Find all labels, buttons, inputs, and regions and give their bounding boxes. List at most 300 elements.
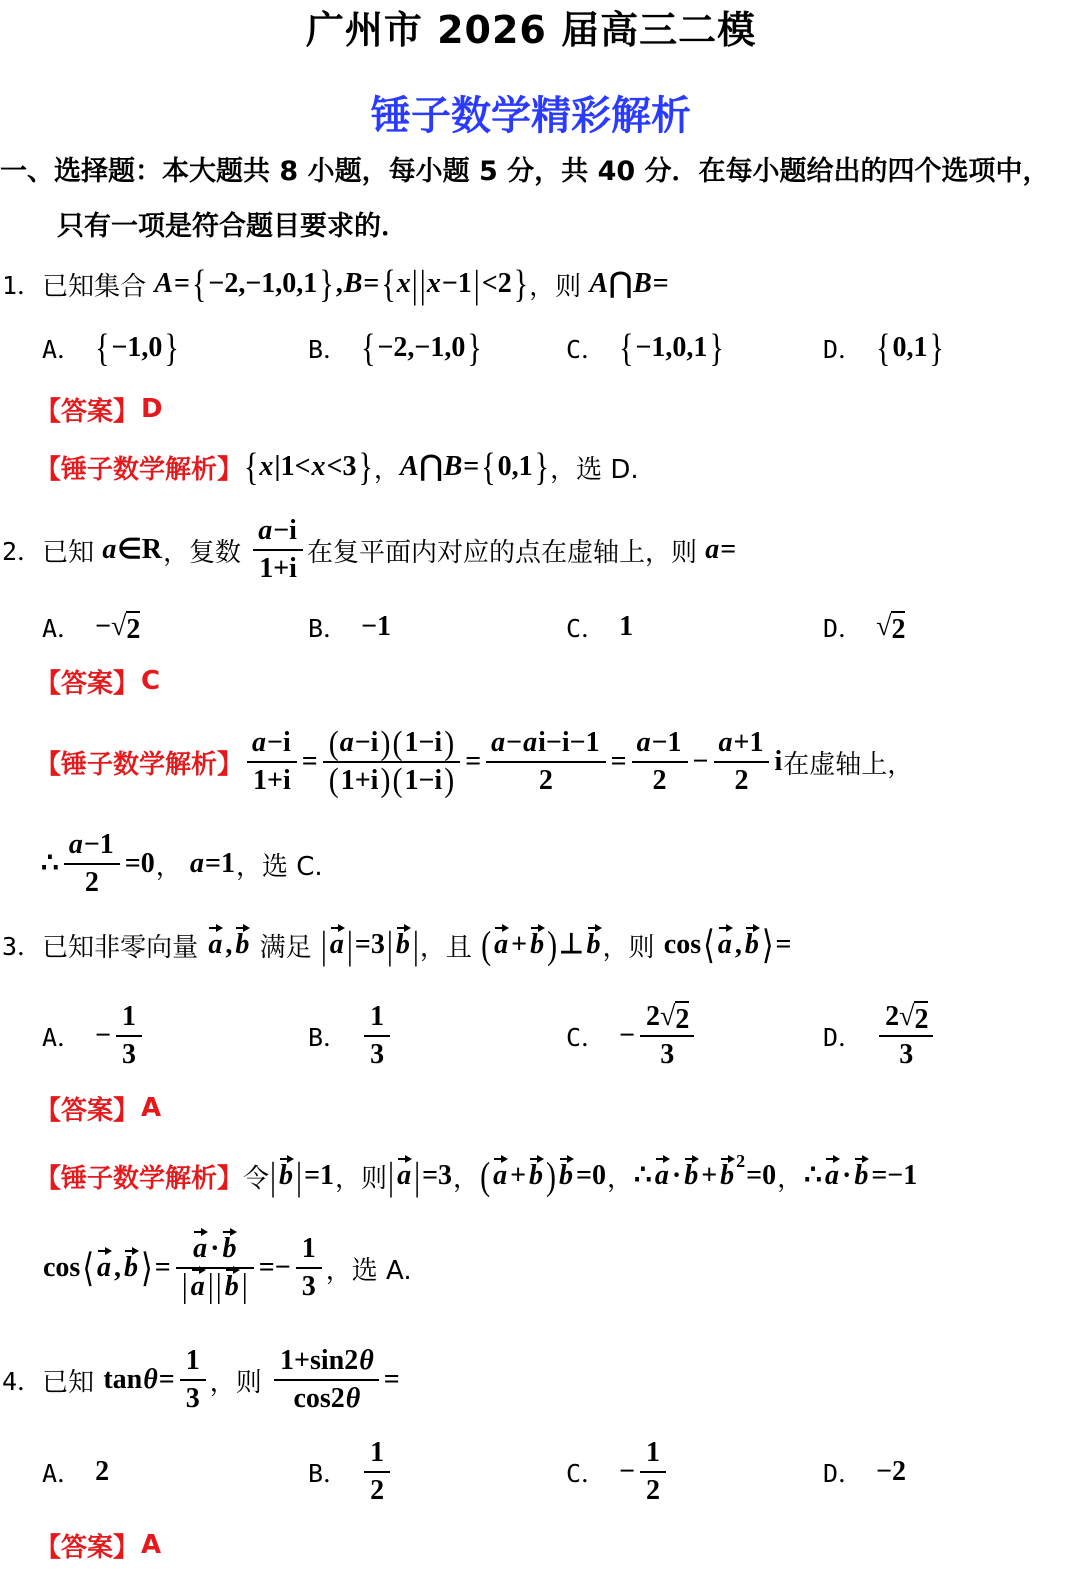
analysis-label: 【锤子数学解析】 [35,454,244,485]
vector-symbol: b [279,1160,294,1192]
vector-symbol: b [744,929,759,961]
math-segment: = [652,268,669,300]
math-segment: 2 [370,1475,385,1506]
question-number: 2． [2,537,43,566]
math-segment: 1 [619,611,634,643]
math-delimiter: } [709,326,724,370]
option-label: C． [566,1023,607,1052]
question-stem-content [2,513,737,586]
radicand: 2 [891,611,905,644]
denominator [116,1037,142,1073]
math-variable: x [259,451,274,483]
answer-value: D [141,394,163,424]
math-delimiter: | [386,923,393,967]
math-segment: 2 [734,765,749,796]
option-d [823,1001,937,1070]
math-segment: =3 [354,929,385,961]
numerator [714,725,770,763]
math-segment: 3 [301,1271,316,1302]
math-variable: θ [345,1383,361,1414]
vector-symbol: a [208,929,223,961]
math-segment: =− [258,1252,291,1284]
question-4-answer [35,1515,161,1575]
math-segment: · [841,1160,852,1192]
text-segment: ， [155,851,191,882]
denominator [640,1037,694,1073]
text-segment: ，选 C. [236,851,323,882]
vector-symbol: a [193,1233,208,1265]
vector-symbol: b [586,929,601,961]
math-delimiter: | [473,262,480,306]
option-content [94,610,140,644]
option-content [360,999,394,1072]
math-delimiter: | [207,1268,214,1306]
numerator [247,725,297,763]
answer-value: A [141,1530,162,1560]
fraction [176,1231,254,1304]
vector-symbol: b [395,929,410,961]
math-delimiter: } [319,262,334,306]
option-content [360,326,483,370]
analysis-content [243,1151,918,1198]
vector-symbol: b [684,1160,699,1192]
math-segment: ∴ [634,1160,652,1192]
analysis-label: 【锤子数学解析】 [35,1163,244,1194]
math-delimiter: ) [444,724,455,762]
math-segment: 3 [185,1383,200,1414]
denominator [323,763,460,799]
math-delimiter: | [320,923,327,967]
question-number: 4． [2,1367,43,1396]
option-label: A． [42,335,83,364]
math-variable: x [396,268,411,300]
numerator [632,725,688,763]
math-segment: −i [273,515,297,547]
math-segment: ∈R [117,534,162,566]
option-label: D． [823,335,864,364]
vector-symbol: b [124,1252,139,1284]
text-segment: 已知 [42,537,103,568]
math-delimiter: ⟩ [141,1246,153,1290]
option-c [566,1437,670,1506]
question-stem-content [2,262,670,306]
question-2-answer [35,651,160,711]
question-3-stem [2,915,793,975]
math-variable: a [718,727,733,759]
vector-symbol: b [222,1233,237,1265]
math-segment: 1+i [259,553,297,584]
math-segment: , [114,1252,122,1284]
math-delimiter: | [346,923,353,967]
math-segment: + [701,1160,718,1192]
math-segment: −1,0 [111,332,163,364]
question-3-answer [35,1078,161,1138]
option-label: B． [308,614,349,643]
math-segment: 1+sin2 [280,1345,359,1377]
question-4-options [0,1437,1080,1506]
section-heading-line-2: 只有一项是符合题目要求的． [57,210,408,242]
denominator [253,551,303,587]
math-variable: a [523,727,538,759]
option-content [618,326,725,370]
math-segment: = [610,746,627,778]
math-segment: ∴ [41,848,59,880]
question-2-stem [2,515,737,584]
denominator [274,1381,379,1417]
math-segment: i−i−1 [538,727,600,759]
math-segment: ⋂ [419,451,443,483]
math-segment: =3 [422,1160,453,1192]
numerator [879,999,933,1037]
numerator [364,999,390,1037]
math-delimiter: } [164,326,179,370]
text-segment: ， [373,454,400,485]
analysis-content [243,725,913,798]
analysis-content [243,445,639,489]
math-segment: , [225,929,233,961]
math-variable: x [426,268,441,300]
math-variable: a [491,727,506,759]
math-segment: = [775,929,792,961]
math-segment: 2 [95,1456,110,1488]
option-d [823,1442,907,1502]
vector-symbol: a [717,929,732,961]
option-label: D． [823,1023,864,1052]
math-delimiter: | [388,1154,395,1198]
vector-symbol: b [529,1160,544,1192]
math-delimiter: | [412,923,419,967]
denominator [632,763,688,799]
math-delimiter: | [411,262,418,306]
math-segment: 3 [122,1039,137,1070]
math-segment: = [465,746,482,778]
fraction [253,513,303,586]
option-c [566,597,634,657]
math-segment: −i [267,727,291,759]
math-segment: = [720,534,737,566]
math-variable: a [252,727,267,759]
superscript: 2 [736,1151,746,1172]
numerator [640,999,694,1037]
math-variable: A [589,268,609,300]
answer-label: 【答案】 [35,1532,140,1563]
math-segment: 1 [301,1233,316,1265]
math-segment: 1 [122,1001,137,1033]
math-segment: |1< [274,451,311,483]
math-segment: 1+i [340,765,379,796]
denominator [180,1381,206,1417]
math-delimiter: ) [380,724,391,762]
text-segment: ，则 [209,1367,271,1398]
math-variable: a [636,727,651,759]
math-segment: −1,0,1 [635,332,708,364]
math-segment: ⋂ [609,268,633,300]
text-segment: ， [607,1163,634,1194]
math-variable: a [102,534,117,566]
question-2-analysis-continued [40,829,323,898]
math-segment: 1 [646,1437,661,1469]
vector-symbol: a [824,1160,839,1192]
math-segment: 0,1 [892,332,928,364]
math-segment: tan [103,1364,143,1396]
fraction [247,725,297,798]
option-a [42,597,140,657]
denominator [64,865,120,901]
fraction [296,1231,322,1304]
math-segment: + [510,1160,527,1192]
denominator [364,1473,390,1509]
numerator [364,1435,390,1473]
math-segment: −1 [651,727,682,759]
option-content [875,326,945,370]
text-segment: ，选 D. [550,454,639,485]
math-delimiter: { [381,262,396,306]
math-variable: x [311,451,326,483]
analysis-content [42,1231,412,1304]
math-delimiter: ) [380,762,391,800]
option-a [42,1001,146,1070]
math-segment: 0,1 [497,451,533,483]
text-segment: 令 [243,1163,270,1194]
option-label: D． [823,614,864,643]
math-segment: cos2 [293,1383,345,1414]
math-segment: =1 [205,848,235,880]
numerator [323,725,460,763]
math-delimiter: { [191,262,207,306]
math-segment: −2 [876,1456,907,1488]
text-segment: ，则 [335,1163,388,1194]
radicand: 2 [675,1001,689,1034]
math-segment: · [671,1160,682,1192]
answer-value: A [141,1093,162,1123]
math-delimiter: ( [328,762,339,800]
denominator [364,1037,390,1073]
option-content [94,326,180,370]
math-segment: ⊥ [559,929,584,961]
math-segment: 2 [652,765,667,796]
option-c [566,1001,698,1070]
text-segment: ，则 [602,932,663,963]
math-segment: = [301,746,318,778]
math-segment: =1 [304,1160,335,1192]
option-content [360,610,392,644]
option-content [94,999,146,1072]
math-segment: 2 [646,1475,661,1506]
math-variable: θ [359,1345,374,1377]
text-segment: ，则 [529,271,590,302]
math-delimiter: } [358,445,373,489]
math-segment: −1 [83,829,114,861]
question-stem-content [2,923,793,967]
math-delimiter: ⟨ [82,1246,95,1290]
math-segment: cos [43,1252,81,1284]
math-segment: +1 [733,727,764,759]
math-segment: −2,−1,0 [377,332,466,364]
math-variable: a [190,848,205,880]
math-delimiter: ) [444,762,455,800]
math-delimiter: { [244,445,259,489]
fraction [116,999,142,1072]
math-delimiter: { [95,326,110,370]
fraction [486,725,605,798]
numerator [176,1231,254,1269]
math-delimiter: | [215,1268,222,1306]
question-1-analysis [35,437,639,497]
math-segment: 1+i [253,765,291,796]
fraction [274,1343,379,1416]
math-variable: A [399,451,419,483]
question-2-options [0,597,1080,657]
math-segment: − [619,1456,636,1488]
option-label: A． [42,614,83,643]
page-title: 广州市 2026 届高三二模 [305,7,757,52]
math-segment: <3 [326,451,357,483]
math-segment: 1 [185,1345,200,1377]
option-label: C． [566,614,607,643]
option-content [618,610,634,644]
math-variable: B [633,268,652,300]
math-segment: −i [354,727,379,759]
text-segment: ，且 [419,932,481,963]
math-segment: = [383,1364,400,1396]
math-delimiter: { [876,326,891,370]
math-delimiter: ) [546,1154,557,1198]
answer-value: C [141,666,161,696]
text-segment: ，选 A. [325,1255,412,1286]
option-d [823,597,905,657]
numerator [180,1343,206,1381]
math-segment: −2,−1,0,1 [208,268,318,300]
math-segment: 2√ [646,1001,676,1033]
option-label: C． [566,335,607,364]
option-content [618,999,698,1072]
vector-symbol: b [530,929,545,961]
math-segment: 1 [370,1001,385,1033]
section-heading-line-1: 一、选择题：本大题共 8 小题，每小题 5 分，共 40 分．在每小题给出的四个选项中， [0,155,1050,187]
option-content [875,1455,907,1489]
option-b [308,597,392,657]
numerator [274,1343,379,1381]
text-segment: ，复数 [162,537,250,568]
option-c [566,318,725,378]
question-1-options [0,318,1080,378]
math-delimiter: | [419,262,426,306]
vector-symbol: b [720,1160,735,1192]
math-segment: − [619,1020,636,1052]
question-stem-content [2,1343,401,1416]
radicand: 2 [126,611,140,644]
vector-symbol: a [494,929,509,961]
question-3-analysis [35,1146,918,1206]
option-a [42,318,180,378]
option-b [308,1001,394,1070]
question-1-stem [2,254,670,314]
text-segment: 满足 [251,932,320,963]
vector-symbol: a [493,1160,508,1192]
math-segment: −1 [361,611,392,643]
math-segment: 2 [84,867,99,898]
math-segment: i [774,746,783,778]
math-segment: 2 [538,765,553,796]
math-delimiter: ( [392,724,403,762]
math-segment: = [158,1364,175,1396]
option-content [618,1435,670,1508]
denominator [714,763,770,799]
text-segment: ， [777,1163,804,1194]
option-content [360,1435,394,1508]
vector-symbol: b [224,1271,239,1302]
question-4-stem [2,1345,401,1414]
fraction [364,1435,390,1508]
text-segment: ， [453,1163,480,1194]
math-segment: 1−i [404,765,443,796]
question-1-answer [35,379,163,439]
analysis-label: 【锤子数学解析】 [35,749,244,780]
numerator [486,725,605,763]
option-label: A． [42,1023,83,1052]
denominator [486,763,605,799]
math-segment: =0 [124,848,155,880]
math-variable: B [443,451,463,483]
math-segment: − [95,1020,112,1052]
math-delimiter: { [481,445,496,489]
math-delimiter: ( [481,923,492,967]
math-delimiter: } [929,326,944,370]
vector-symbol: b [854,1160,869,1192]
option-label: B． [308,1459,349,1488]
math-segment: 3 [660,1039,675,1070]
numerator [116,999,142,1037]
math-delimiter: } [534,445,550,489]
math-variable: a [705,534,720,566]
question-2-analysis [35,724,914,800]
denominator [879,1037,933,1073]
option-b [308,318,483,378]
math-segment: = [174,268,190,300]
numerator [296,1231,322,1269]
math-segment: 3 [899,1039,914,1070]
math-segment: =−1 [871,1160,918,1192]
math-delimiter: } [467,326,482,370]
vector-symbol: b [235,929,250,961]
fraction [180,1343,206,1416]
math-segment: 1 [370,1437,385,1469]
math-segment: · [210,1233,220,1265]
radicand: 2 [914,1001,928,1034]
text-segment: 已知 [42,1367,103,1398]
math-segment: , [335,268,343,300]
math-delimiter: ( [392,762,403,800]
math-segment: ∴ [804,1160,822,1192]
denominator [640,1473,666,1509]
option-d [823,318,945,378]
math-segment: − [692,746,709,778]
math-segment: =0 [746,1160,777,1192]
math-delimiter: ( [328,724,339,762]
math-segment: = [463,451,480,483]
question-number: 3． [2,932,43,961]
math-segment: = [363,268,380,300]
page-subtitle: 锤子数学精彩解析 [371,92,691,139]
fraction [64,827,120,900]
denominator [176,1269,254,1305]
math-delimiter: ⟨ [703,923,715,967]
math-variable: B [343,268,363,300]
vector-symbol: b [559,1160,574,1192]
text-segment: 已知集合 [42,271,155,302]
fraction [714,725,770,798]
fraction [640,1435,666,1508]
